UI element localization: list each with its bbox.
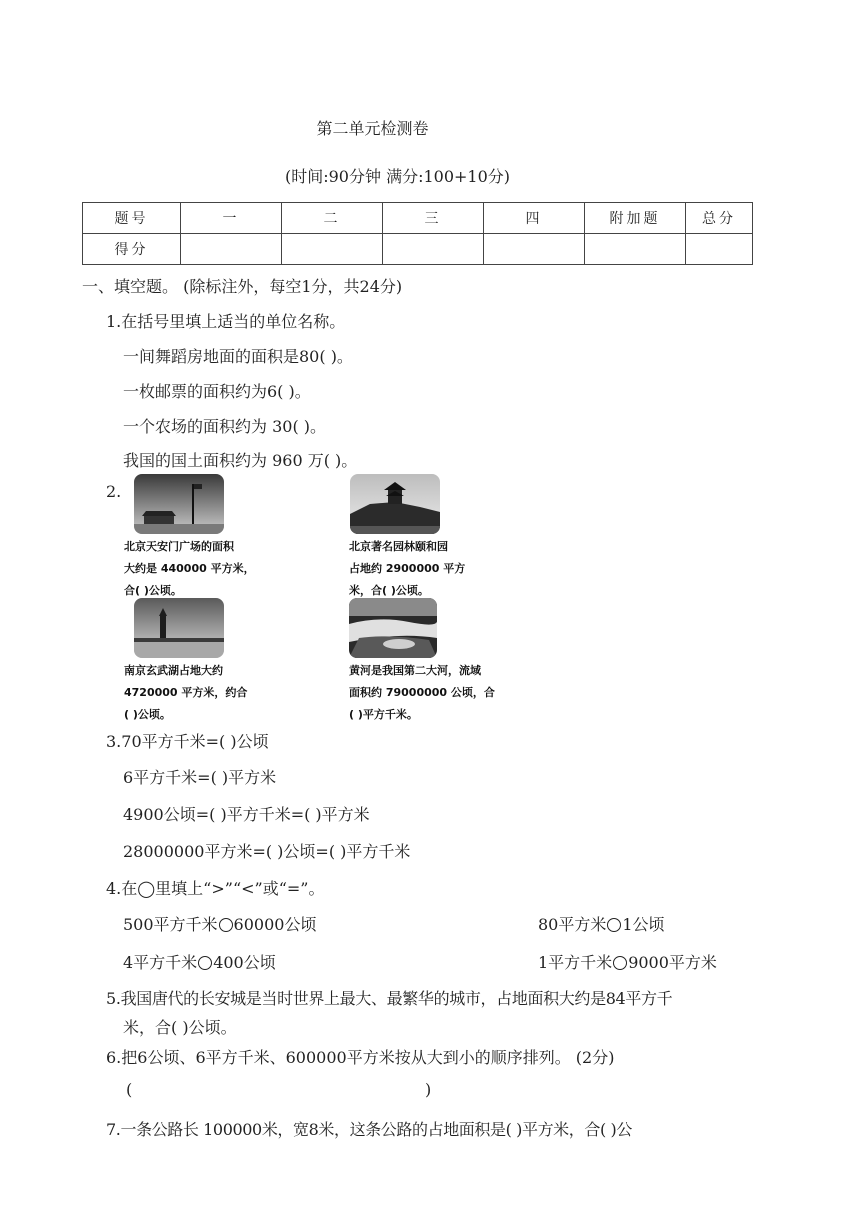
- question-1-line: 一枚邮票的面积约为6( )。: [123, 382, 311, 401]
- caption-line: 米，合( )公顷。: [349, 584, 429, 597]
- question-1-line: 一个农场的面积约为 30( )。: [123, 417, 327, 436]
- score-table: [82, 202, 753, 265]
- answer-circle[interactable]: [607, 918, 621, 932]
- answer-close-paren: ): [425, 1080, 432, 1099]
- caption-line: 南京玄武湖占地大约: [124, 664, 223, 677]
- summer-palace-photo: [350, 474, 440, 534]
- comparison-item: [538, 950, 717, 973]
- caption-line: 大约是 440000 平方米，: [124, 562, 255, 575]
- caption-line: 北京天安门广场的面积: [124, 540, 234, 553]
- caption-summer-palace: [349, 536, 465, 602]
- question-6-stem: 6.把6公顷、6平方千米、600000平方米按从大到小的顺序排列。 (2分): [106, 1048, 615, 1067]
- table-header-cell: 附加题: [585, 203, 686, 234]
- caption-line: 黄河是我国第二大河，流域: [349, 664, 481, 677]
- comparison-left: 500平方千米: [123, 915, 218, 934]
- table-header-cell: 一: [181, 203, 282, 234]
- table-header-cell: 题号: [83, 203, 181, 234]
- question-5-line: 米，合( )公顷。: [123, 1018, 237, 1037]
- score-cell[interactable]: [484, 234, 585, 265]
- tiananmen-square-photo: [134, 474, 224, 534]
- answer-circle[interactable]: [613, 956, 627, 970]
- comparison-left: 4平方千米: [123, 953, 198, 972]
- caption-xuanwu-lake: [124, 660, 247, 726]
- question-2-number: 2.: [106, 482, 122, 501]
- question-1-line: 我国的国土面积约为 960 万( )。: [123, 451, 358, 470]
- comparison-right: 1公顷: [622, 915, 665, 934]
- answer-circle[interactable]: [219, 918, 233, 932]
- question-3-line: 4900公顷=( )平方千米=( )平方米: [123, 805, 370, 824]
- comparison-left: 1平方千米: [538, 953, 613, 972]
- table-header-cell: 二: [282, 203, 383, 234]
- page-title: 第二单元检测卷: [316, 119, 429, 138]
- table-header-cell: 四: [484, 203, 585, 234]
- caption-line: ( )平方千米。: [349, 708, 418, 721]
- question-3-line: 6平方千米=( )平方米: [123, 768, 277, 787]
- xuanwu-lake-photo: [134, 598, 224, 658]
- caption-line: 占地约 2900000 平方: [349, 562, 466, 575]
- caption-yellow-river: [349, 660, 495, 726]
- score-cell[interactable]: [282, 234, 383, 265]
- table-header-cell: 三: [383, 203, 484, 234]
- caption-line: 4720000 平方米，约合: [124, 686, 248, 699]
- question-3-line: 28000000平方米=( )公顷=( )平方千米: [123, 842, 411, 861]
- table-header-cell: 总分: [686, 203, 753, 234]
- answer-blank[interactable]: [138, 1080, 420, 1100]
- score-table-score-row: [83, 234, 753, 265]
- comparison-item: [123, 950, 276, 973]
- caption-line: 合( )公顷。: [124, 584, 182, 597]
- question-1-stem: 1.在括号里填上适当的单位名称。: [106, 312, 346, 331]
- score-cell[interactable]: [585, 234, 686, 265]
- caption-line: 面积约 79000000 公顷，合: [349, 686, 495, 699]
- comparison-right: 60000公顷: [233, 915, 317, 934]
- score-cell[interactable]: [181, 234, 282, 265]
- score-row-label: 得分: [83, 234, 181, 265]
- question-1-line: 一间舞蹈房地面的面积是80( )。: [123, 347, 353, 366]
- caption-tiananmen: [124, 536, 255, 602]
- question-5-line: 5.我国唐代的长安城是当时世界上最大、最繁华的城市，占地面积大约是84平方千: [106, 989, 673, 1008]
- answer-circle[interactable]: [198, 956, 212, 970]
- comparison-item: [123, 912, 316, 935]
- score-cell[interactable]: [686, 234, 753, 265]
- question-7-line: 7.一条公路长 100000米，宽8米，这条公路的占地面积是( )平方米，合( )公: [106, 1120, 632, 1139]
- question-4-stem: 4.在◯里填上“>”“<”或“=”。: [106, 879, 325, 898]
- yellow-river-photo: [349, 598, 437, 658]
- section-heading: 一、填空题。 (除标注外，每空1分，共24分): [82, 277, 403, 296]
- comparison-left: 80平方米: [538, 915, 607, 934]
- score-cell[interactable]: [383, 234, 484, 265]
- exam-info: (时间:90分钟 满分:100+10分): [284, 167, 511, 186]
- answer-open-paren: (: [126, 1080, 133, 1099]
- caption-line: 北京著名园林颐和园: [349, 540, 448, 553]
- caption-line: ( )公顷。: [124, 708, 171, 721]
- score-table-header-row: [83, 203, 753, 234]
- question-3-line: 3.70平方千米=( )公顷: [106, 732, 269, 751]
- comparison-right: 400公顷: [213, 953, 276, 972]
- comparison-item: [538, 912, 665, 935]
- comparison-right: 9000平方米: [628, 953, 717, 972]
